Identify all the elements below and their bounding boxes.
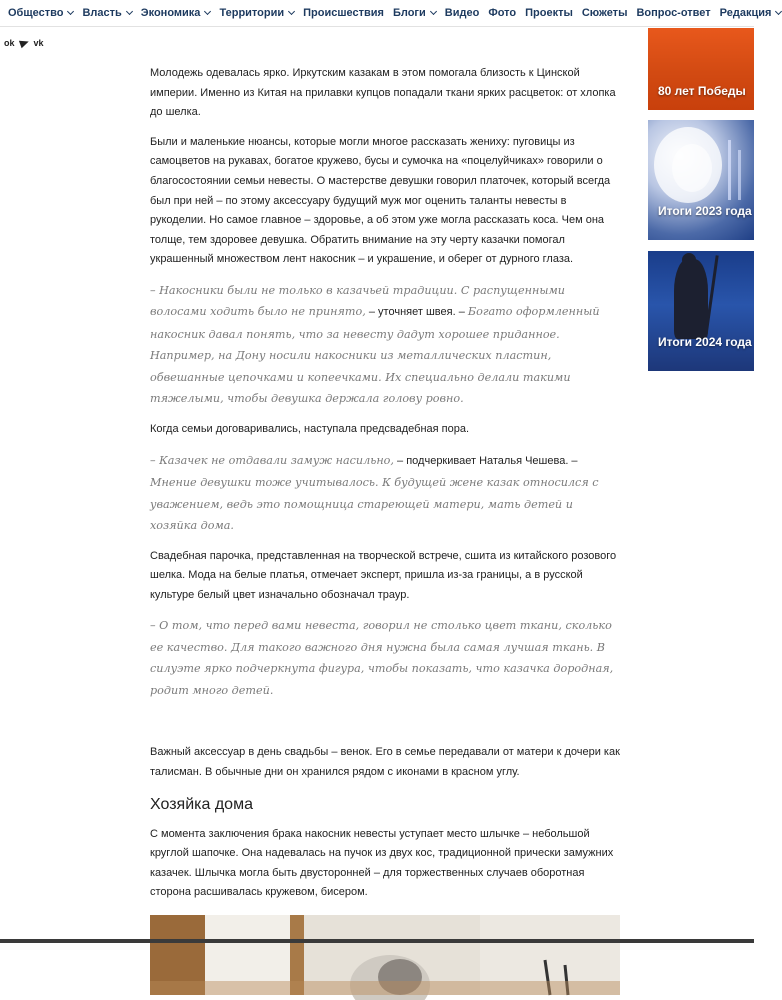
quote-attribution: – уточняет швея. –: [365, 306, 468, 319]
quote-text: – Казачек не отдавали замуж насильно,: [150, 453, 394, 467]
quote: [150, 280, 620, 410]
telegram-icon[interactable]: [18, 38, 29, 49]
quote-text: Богато оформленный накосник давал понять, что за невесту дадут хорошее приданное. Например, на Дону носили накосники из металлических пластин, обвешанные цепочками и копеечками. Их специально делали такими тяжелыми, чтобы девушка держала голову ровно.: [150, 305, 600, 406]
nav-item-qa[interactable]: [636, 7, 710, 19]
nav-item-society[interactable]: [8, 7, 73, 19]
sidebar-card-victory[interactable]: [648, 28, 754, 110]
top-navigation: [0, 0, 772, 27]
quote-text: – Накосники были не только в казачьей традиции. С распущенными волосами ходить было не принято,: [150, 283, 565, 319]
article-body: [150, 64, 620, 995]
nav-item-economy[interactable]: [141, 7, 211, 19]
nav-label: Происшествия: [303, 7, 384, 19]
nav-item-incidents[interactable]: [303, 7, 384, 19]
chevron-down-icon: [775, 8, 782, 15]
paragraph: Когда семьи договаривались, наступала предсвадебная пора.: [150, 422, 470, 435]
sidebar-card-title: Итоги 2024 года: [658, 335, 752, 349]
nav-label: Сюжеты: [581, 7, 628, 19]
nav-item-territories[interactable]: [219, 7, 294, 19]
sidebar-card-title: Итоги 2023 года: [658, 204, 752, 218]
bottom-bar: [0, 939, 754, 943]
share-bar: [4, 38, 44, 48]
nav-label: Блоги: [392, 7, 426, 19]
nav-item-video[interactable]: [445, 7, 480, 19]
nav-label: Территории: [219, 7, 285, 19]
paragraph: Были и маленькие нюансы, которые могли многое рассказать жениху: пуговицы из самоцветов на рукавах, богатое кружево, бусы и сумочка на «поцелуйчиках» говорили о благосостоянии семьи невесты. О мастерстве девушки говорил платочек, который всегда был при ней – по этому аксессуару будущий муж мог оценить таланты невесты в рукоделии. Но самое главное – здоровье, а об этом уже могла рассказать коса. Чем она толще, тем здоровее девушка. Обратить внимание на эту черту казачки помогал украшенный множеством лент накосник – и украшение, и оберег от дурного глаза.: [150, 135, 611, 266]
chevron-down-icon: [288, 8, 295, 15]
quote-text: Мнение девушки тоже учитывалось. К будущей жене казак относился с уважением, ведь это помощница стареющей матери, мать детей и хозяйка дома.: [150, 476, 599, 533]
paragraph: Свадебная парочка, представленная на творческой встрече, сшита из китайского розового шелка. Мода на белые платья, отмечает эксперт, пришла из-за границы, а в русской культуре белый цвет изначально обозначал траур.: [150, 549, 617, 601]
chevron-down-icon: [430, 8, 437, 15]
photo-illustration: [150, 915, 620, 995]
nav-item-blogs[interactable]: [393, 7, 436, 19]
chevron-down-icon: [204, 8, 211, 15]
quote: – О том, что перед вами невеста, говорил не столько цвет ткани, сколько ее качество. Для такого важного дня нужна была самая лучшая ткань. В силуэте ярко подчеркнута фигура, чтобы показать, что казачка дородная, родит много детей.: [150, 619, 614, 697]
article-photo: [150, 915, 620, 995]
vk-icon[interactable]: vk: [33, 38, 44, 48]
nav-item-photo[interactable]: [488, 7, 516, 19]
nav-label: Видео: [444, 7, 480, 19]
sidebar-card-results-2023[interactable]: [648, 120, 754, 240]
nav-item-editorial[interactable]: [720, 7, 782, 19]
nav-label: Проекты: [525, 7, 573, 19]
chevron-down-icon: [67, 8, 74, 15]
nav-item-power[interactable]: [82, 7, 131, 19]
spacer: [150, 711, 620, 743]
nav-label: Экономика: [140, 7, 201, 19]
paragraph: Молодежь одевалась ярко. Иркутским казакам в этом помогала близость к Цинской империи. Именно из Китая на прилавки купцов попадали ткани ярких расцветок: от хлопка до шелка.: [150, 67, 616, 119]
chevron-down-icon: [126, 8, 133, 15]
nav-item-stories[interactable]: [582, 7, 628, 19]
card-illustration: [648, 120, 754, 240]
sidebar-card-title: 80 лет Победы: [658, 84, 746, 98]
sidebar-card-results-2024[interactable]: [648, 251, 754, 371]
paragraph: С момента заключения брака накосник невесты уступает место шлычке – небольшой круглой шапочке. Она надевалась на пучок из двух кос, традиционной прически замужних казачек. Шлычка могла быть двусторонней – для торжественных случаев оборотная сторона расшивалась кружевом, бисером.: [150, 827, 614, 899]
statue-shape: [674, 259, 708, 339]
nav-label: Власть: [82, 7, 122, 19]
quote: [150, 450, 620, 537]
nav-label: Общество: [8, 7, 64, 19]
nav-item-projects[interactable]: [525, 7, 573, 19]
section-heading: Хозяйка дома: [150, 795, 253, 813]
odnoklassniki-icon[interactable]: ok: [4, 38, 15, 48]
nav-label: Редакция: [719, 7, 772, 19]
nav-label: Фото: [488, 7, 517, 19]
quote-attribution: – подчеркивает Наталья Чешева. –: [393, 454, 578, 467]
paragraph: Важный аксессуар в день свадьбы – венок. Его в семье передавали от матери к дочери как талисман. В обычные дни он хранился рядом с иконами в красном углу.: [150, 746, 620, 778]
nav-label: Вопрос-ответ: [636, 7, 711, 19]
